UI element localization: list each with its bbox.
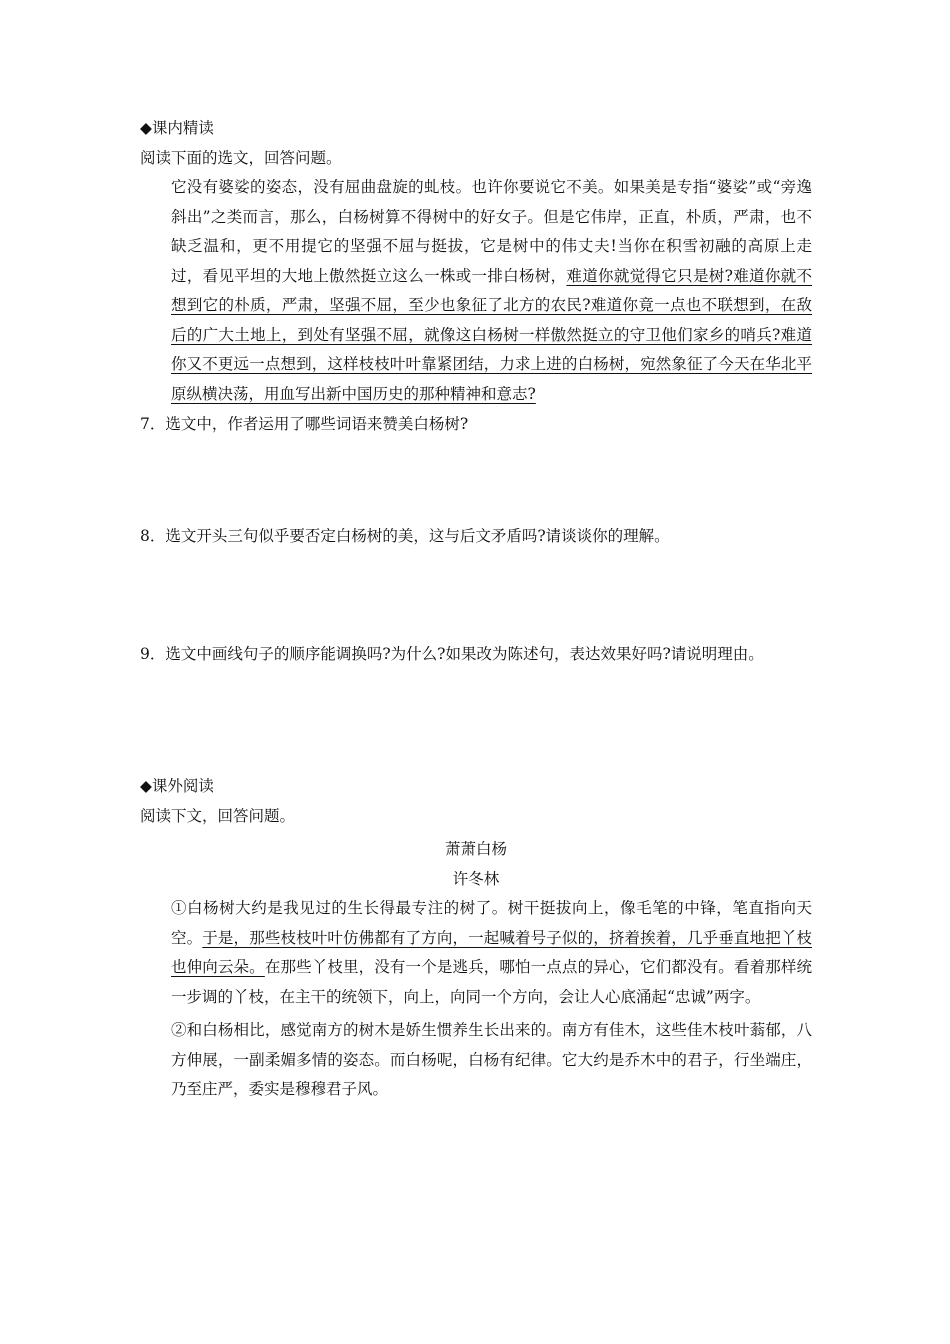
section-heading-extracurricular: ◆课外阅读 xyxy=(140,777,214,795)
question-8: 8．选文开头三句似乎要否定白杨树的美，这与后文矛盾吗?请谈谈你的理解。 xyxy=(140,527,670,545)
article-title: 萧萧白杨 xyxy=(444,840,507,858)
paragraph-1-underlined: 于是，那些枝枝叶叶仿佛都有了方向，一起喊着号子似的，挤着挨着，几乎垂直地把丫枝也伸向云朵。 xyxy=(171,928,812,976)
article-paragraph-1 xyxy=(140,894,812,1012)
question-9: 9．选文中画线句子的顺序能调换吗?为什么?如果改为陈述句，表达效果好吗?请说明理由。 xyxy=(140,645,764,663)
answer-space-9[interactable] xyxy=(140,669,812,771)
answer-space-8[interactable] xyxy=(140,551,812,639)
article-paragraph-2: ②和白杨相比，感觉南方的树木是娇生惯养生长出来的。南方有佳木，这些佳木枝叶蓊郁，八方伸展，一副柔媚多情的姿态。而白杨呢，白杨有纪律。它大约是乔木中的君子，行坐端庄，乃至庄严，委实是穆穆君子风。 xyxy=(171,1021,812,1098)
document-page xyxy=(140,113,812,1105)
paragraph-1-text-end: 在那些丫枝里，没有一个是逃兵，哪怕一点点的异心，它们都没有。看着那样统一步调的丫枝，在主干的统领下，向上，向同一个方向，会让人心底涌起“忠诚”两字。 xyxy=(171,958,812,1006)
passage-underlined-text: 难道你就觉得它只是树?难道你就不想到它的朴质，严肃，坚强不屈，至少也象征了北方的农民?难道你竟一点也不联想到，在敌后的广大土地上，到处有坚强不屈，就像这白杨树一样傲然挺立的守卫他们家乡的哨兵?难道你又不更远一点想到，这样枝枝叶叶靠紧团结，力求上进的白杨树，宛然象征了今天在华北平原纵横决荡，用血写出新中国历史的那种精神和意志? xyxy=(171,266,812,403)
article-author: 许冬林 xyxy=(452,870,500,888)
reading-instruction-2: 阅读下文，回答问题。 xyxy=(140,807,296,825)
answer-space-7[interactable] xyxy=(140,439,812,521)
question-7: 7．选文中，作者运用了哪些词语来赞美白杨树? xyxy=(140,415,469,433)
section-heading-in-class: ◆课内精读 xyxy=(140,119,214,137)
reading-instruction: 阅读下面的选文，回答问题。 xyxy=(140,149,342,167)
passage-excerpt xyxy=(140,173,812,409)
paragraph-1-text: ①白杨树大约是我见过的生长得最专注的树了。树干挺拔向上，像毛笔的中锋，笔直指向天空。 xyxy=(171,899,812,947)
passage-plain-text: 它没有婆娑的姿态，没有屈曲盘旋的虬枝。也许你要说它不美。如果美是专指“婆娑”或“旁逸斜出”之类而言，那么，白杨树算不得树中的好女子。但是它伟岸，正直，朴质，严肃，也不缺乏温和，更不用提它的坚强不屈与挺拔，它是树中的伟丈夫!当你在积雪初融的高原上走过，看见平坦的大地上傲然挺立这么一株或一排白杨树， xyxy=(171,178,812,285)
